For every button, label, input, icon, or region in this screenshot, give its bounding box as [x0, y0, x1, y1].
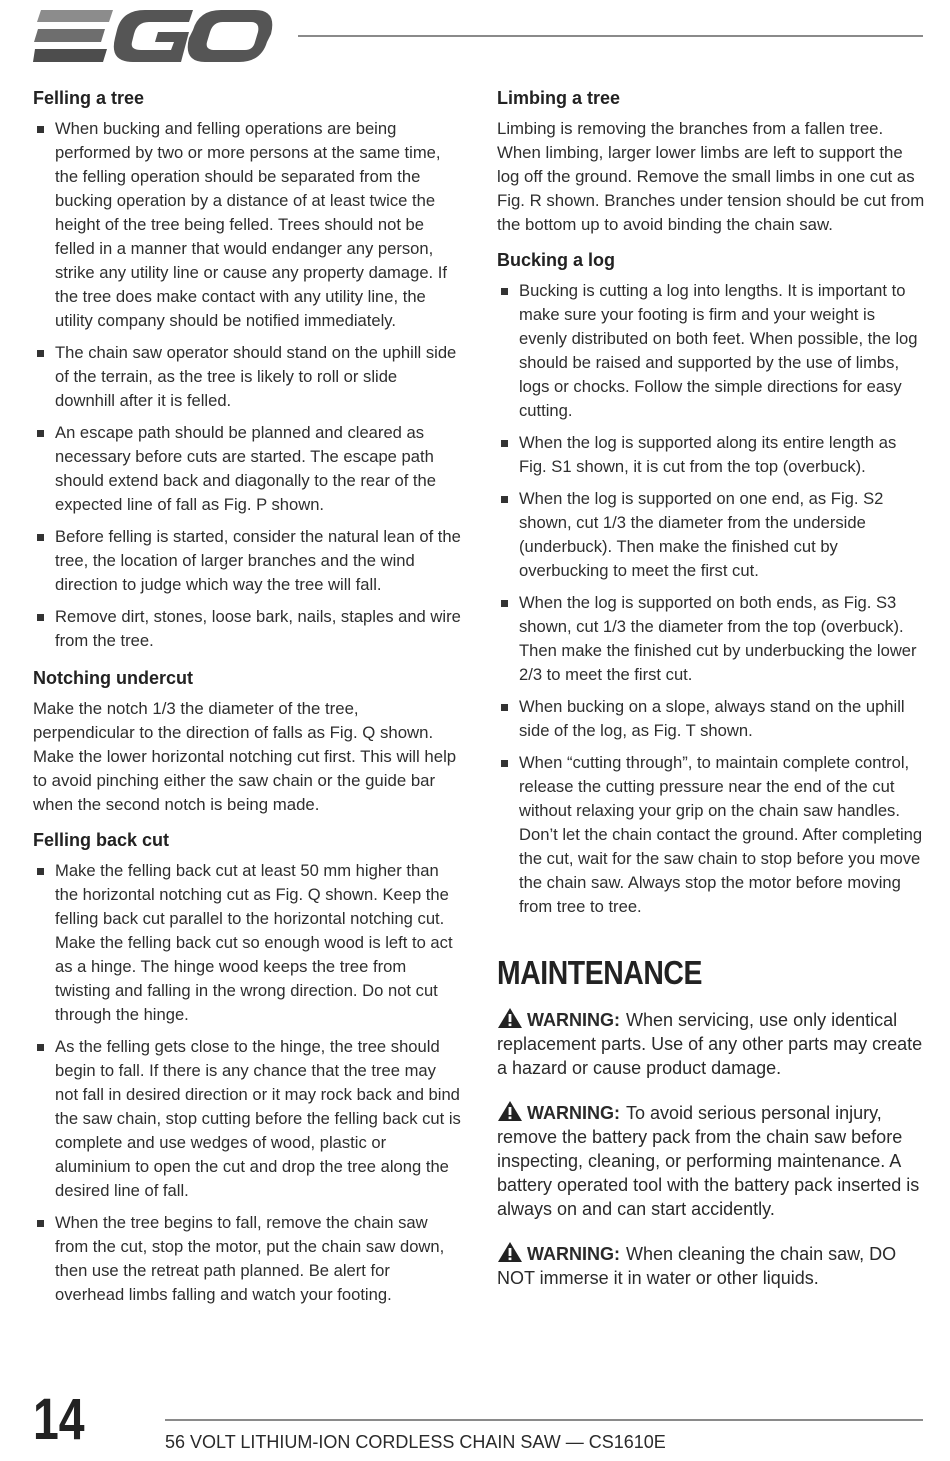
left-column [33, 85, 461, 1319]
footer-rule [165, 1419, 923, 1421]
bullet-square-icon [501, 600, 508, 607]
warning-text: When servicing, use only identical replacement parts. Use of any other parts may create a hazard or cause product damage. [497, 1010, 923, 1078]
warning-label: WARNING: [527, 1103, 620, 1123]
notching-section [33, 665, 461, 817]
footer-title: 56 VOLT LITHIUM-ION CORDLESS CHAIN SAW — CS1610E [165, 1432, 666, 1452]
bullet-square-icon [37, 534, 44, 541]
bullet-square-icon [501, 496, 508, 503]
warning-label: WARNING: [527, 1244, 620, 1264]
warning-label: WARNING: [527, 1010, 620, 1030]
bullet-square-icon [37, 126, 44, 133]
warning-1 [497, 1007, 927, 1080]
bullet-square-icon [501, 760, 508, 767]
warning-3 [497, 1241, 927, 1290]
bullet-square-icon [37, 430, 44, 437]
bucking-list [497, 279, 927, 919]
bullet-square-icon [501, 288, 508, 295]
backcut-list [33, 859, 461, 1307]
warning-triangle-icon [497, 1100, 523, 1122]
bullet-square-icon [37, 1220, 44, 1227]
list-item: When the log is supported on one end, as Fig. S2 shown, cut 1/3 the diameter from the underside (underbuck). Then make the finished cut by overbucking to meet the first cut. [497, 487, 927, 583]
felling-heading: Felling a tree [33, 88, 145, 108]
limbing-heading: Limbing a tree [497, 88, 621, 108]
bucking-heading: Bucking a log [497, 250, 616, 270]
bullet-square-icon [37, 350, 44, 357]
backcut-section [33, 827, 461, 1307]
backcut-heading: Felling back cut [33, 830, 170, 850]
limbing-body: Limbing is removing the branches from a fallen tree. When limbing, larger lower limbs are left to support the log off the ground. Remove the small limbs in one cut as Fig. R shown. Branches under tension should be cut from the bottom up to avoid binding the chain saw. [497, 119, 925, 234]
page-number: 14 [33, 1387, 85, 1452]
bullet-square-icon [501, 440, 508, 447]
list-item: When the tree begins to fall, remove the chain saw from the cut, stop the motor, put the chain saw down, then use the retreat path planned. Be alert for overhead limbs falling and watch your footing. [33, 1211, 461, 1307]
felling-list [33, 117, 461, 653]
list-item: As the felling gets close to the hinge, the tree should begin to fall. If there is any chance that the tree may not fall in desired direction or it may rock back and bind the saw chain, stop cutting before the felling back cut is complete and use wedges of wood, plastic or aluminium to open the cut and drop the tree along the desired line of fall. [33, 1035, 461, 1203]
list-item: An escape path should be planned and cleared as necessary before cuts are started. The escape path should extend back and diagonally to the rear of the expected line of fall as Fig. P shown. [33, 421, 461, 517]
list-item: The chain saw operator should stand on the uphill side of the terrain, as the tree is likely to roll or slide downhill after it is felled. [33, 341, 461, 413]
notching-body: Make the notch 1/3 the diameter of the tree, perpendicular to the direction of falls as Fig. Q shown. Make the lower horizontal notching cut first. This will help to avoid pinching either the saw chain or the guide bar when the second notch is being made. [33, 699, 457, 814]
limbing-section [497, 85, 927, 237]
warning-text: To avoid serious personal injury, remove the battery pack from the chain saw before inspecting, cleaning, or performing maintenance. A battery operated tool with the battery pack inserted is always on and can start accidently. [497, 1103, 920, 1219]
ego-logo [33, 8, 273, 64]
warning-triangle-icon [497, 1241, 523, 1263]
list-item: Bucking is cutting a log into lengths. It is important to make sure your footing is firm and your weight is evenly distributed on both feet. When possible, the log should be raised and supported by the use of limbs, logs or chocks. Follow the simple directions for easy cutting. [497, 279, 927, 423]
list-item: When bucking and felling operations are being performed by two or more persons at the same time, the felling operation should be separated from the bucking operation by a distance of at least twice the height of the tree being felled. Trees should not be felled in a manner that would endanger any person, strike any utility line or cause any property damage. If the tree does make contact with any utility line, the utility company should be notified immediately. [33, 117, 461, 333]
list-item: When the log is supported on both ends, as Fig. S3 shown, cut 1/3 the diameter from the top (overbuck). Then make the finished cut by underbucking the lower 2/3 to meet the first cut. [497, 591, 927, 687]
felling-section [33, 85, 461, 653]
bucking-section [497, 247, 927, 919]
bullet-square-icon [37, 1044, 44, 1051]
notching-heading: Notching undercut [33, 668, 193, 688]
warning-2 [497, 1100, 927, 1221]
list-item: Before felling is started, consider the natural lean of the tree, the location of larger branches and the wind direction to judge which way the tree will fall. [33, 525, 461, 597]
bullet-square-icon [37, 868, 44, 875]
warning-triangle-icon [497, 1007, 523, 1029]
list-item: When “cutting through”, to maintain complete control, release the cutting pressure near the end of the cut without relaxing your grip on the chain saw handles. Don’t let the chain contact the ground. After completing the cut, wait for the saw chain to stop before you move the chain saw. Always stop the motor before moving from tree to tree. [497, 751, 927, 919]
list-item: When bucking on a slope, always stand on the uphill side of the log, as Fig. T shown. [497, 695, 927, 743]
right-column [497, 85, 927, 1310]
list-item: When the log is supported along its entire length as Fig. S1 shown, it is cut from the top (overbuck). [497, 431, 927, 479]
header-rule [298, 35, 923, 37]
maintenance-heading: MAINTENANCE [497, 954, 702, 991]
bullet-square-icon [37, 614, 44, 621]
list-item: Make the felling back cut at least 50 mm higher than the horizontal notching cut as Fig. Q shown. Keep the felling back cut parallel to the horizontal notching cut. Make the felling back cut so enough wood is left to act as a hinge. The hinge wood keeps the tree from twisting and falling in the wrong direction. Do not cut through the hinge. [33, 859, 461, 1027]
warning-text: When cleaning the chain saw, DO NOT immerse it in water or other liquids. [497, 1244, 897, 1288]
bullet-square-icon [501, 704, 508, 711]
list-item: Remove dirt, stones, loose bark, nails, staples and wire from the tree. [33, 605, 461, 653]
